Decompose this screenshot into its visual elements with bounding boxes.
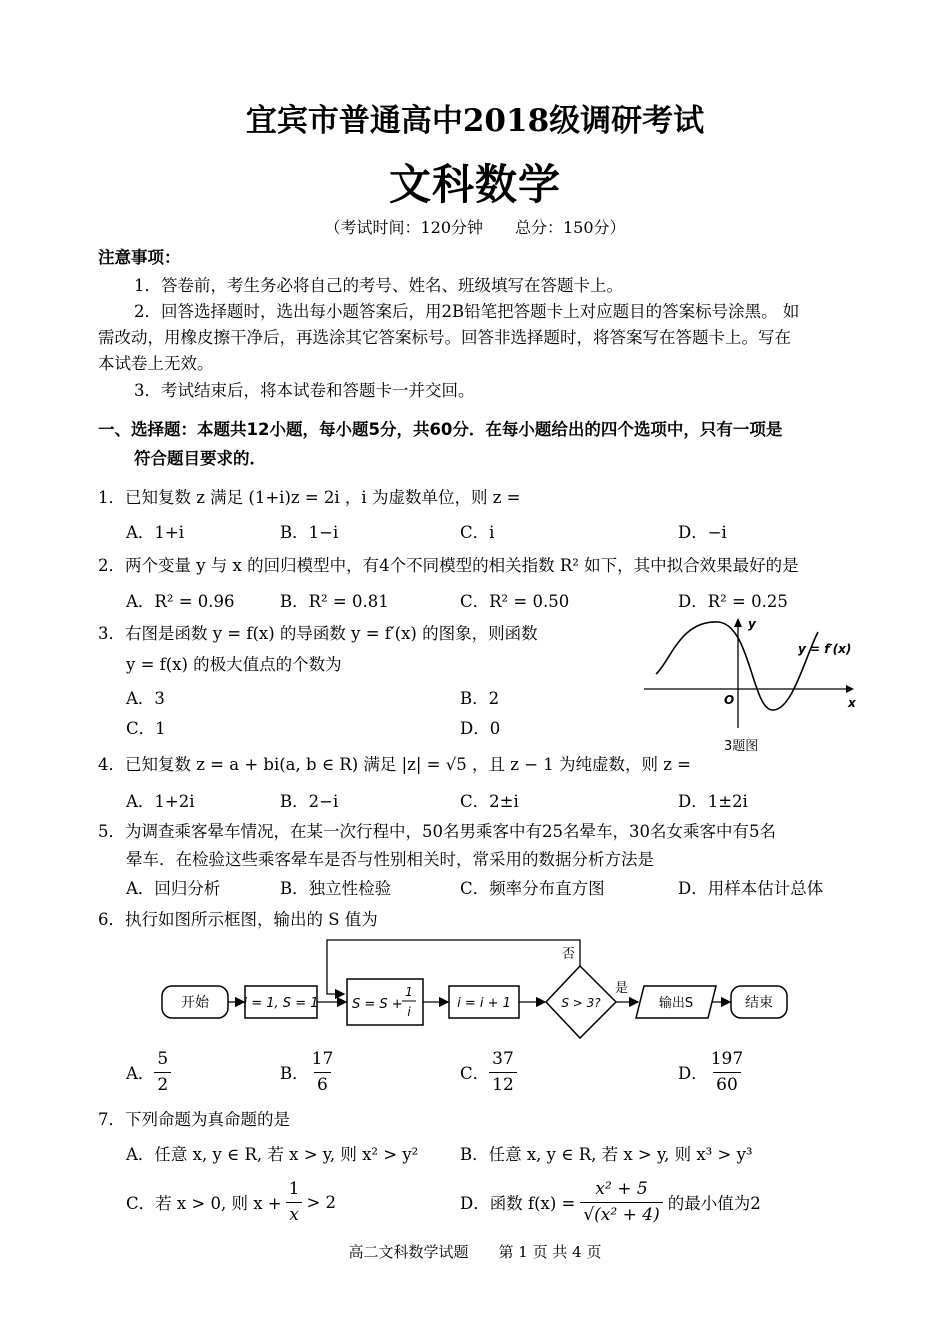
- derivative-graph-figure: [640, 612, 862, 760]
- q6-option-d: [678, 1046, 746, 1098]
- notes-heading: 注意事项：: [98, 248, 181, 267]
- q6-option-c-label: C．: [460, 1064, 490, 1083]
- note-item-1: 1．答卷前，考生务必将自己的考号、姓名、班级填写在答题卡上。: [134, 276, 623, 295]
- flow-no-label: 否: [562, 947, 576, 962]
- flow-update-s-label: S = S +: [352, 997, 403, 1012]
- subject-title: 文科数学: [388, 160, 561, 209]
- flow-update-s-denominator: i: [407, 1005, 411, 1019]
- q7-option-c-prefix: C．若 x > 0, 则 x +: [126, 1194, 282, 1213]
- flow-end-label: 结束: [745, 995, 773, 1011]
- note-item-2-line-3: 本试卷上无效。: [98, 354, 214, 373]
- question-7-stem: 7．下列命题为真命题的是: [98, 1110, 290, 1129]
- exam-title: 宜宾市普通高中2018级调研考试: [245, 103, 705, 139]
- section-heading-line-2: 符合题目要求的．: [134, 449, 266, 468]
- derivative-curve: [656, 622, 818, 710]
- q6-option-b-denominator: 6: [314, 1072, 331, 1095]
- q2-option-a: A．R² = 0.96: [126, 592, 235, 611]
- q6-option-a-denominator: 2: [154, 1072, 171, 1095]
- q4-option-c: C．2±i: [460, 792, 519, 811]
- q7-option-d-numerator: x² + 5: [595, 1179, 648, 1200]
- q7-option-a: A．任意 x, y ∈ R, 若 x > y, 则 x² > y²: [126, 1145, 419, 1164]
- q4-option-d: D．1±2i: [678, 792, 748, 811]
- q1-option-b: B．1−i: [280, 523, 339, 542]
- q3-option-d: D．0: [460, 719, 501, 738]
- q6-option-a: [126, 1046, 171, 1098]
- section-heading-line-1: 一、选择题：本题共12小题，每小题5分，共60分．在每小题给出的四个选项中，只有一项是: [98, 420, 783, 439]
- q7-option-c-numerator: 1: [288, 1179, 300, 1200]
- q1-option-a: A．1+i: [126, 523, 185, 542]
- q7-option-c-denominator: x: [286, 1202, 302, 1225]
- question-5-stem-line-1: 5．为调查乘客晕车情况，在某一次行程中，50名男乘客中有25名晕车，30名女乘客中有5名: [98, 822, 776, 841]
- flow-increment-label: i = i + 1: [457, 996, 511, 1011]
- q3-option-a: A．3: [126, 689, 165, 708]
- q5-option-b: B．独立性检验: [280, 879, 392, 898]
- flow-output-label: 输出S: [658, 996, 694, 1011]
- q2-option-b: B．R² = 0.81: [280, 592, 389, 611]
- note-item-2-line-1: 2．回答选择题时，选出每小题答案后，用2B铅笔把答题卡上对应题目的答案标号涂黑。 如: [134, 302, 800, 321]
- q3-option-c: C．1: [126, 719, 166, 738]
- x-axis-arrow: [846, 685, 854, 693]
- page-footer: 高二文科数学试题 第 1 页 共 4 页: [348, 1243, 602, 1261]
- q7-option-d-denominator: √(x² + 4): [580, 1202, 662, 1225]
- q6-option-b: [280, 1046, 336, 1098]
- flow-init-label: i = 1, S = 1: [243, 996, 319, 1011]
- q5-option-c: C．频率分布直方图: [460, 879, 605, 898]
- q1-option-c: C．i: [460, 523, 495, 542]
- origin-label: O: [724, 693, 735, 707]
- q7-option-c-suffix: > 2: [306, 1192, 337, 1212]
- q7-option-d: [460, 1176, 761, 1228]
- question-3-stem-line-1: 3．右图是函数 y = f(x) 的导函数 y = f′(x) 的图象，则函数: [98, 624, 538, 643]
- q5-option-a: A．回归分析: [126, 879, 221, 898]
- q6-option-d-label: D．: [678, 1064, 708, 1083]
- question-4-stem: 4．已知复数 z = a + bi(a, b ∈ R) 满足 |z| = √5 ，且 z − 1 为纯虚数，则 z =: [98, 755, 692, 774]
- q7-option-b: B．任意 x, y ∈ R, 若 x > y, 则 x³ > y³: [460, 1145, 753, 1164]
- q6-option-c-numerator: 37: [492, 1049, 514, 1070]
- q6-option-b-numerator: 17: [311, 1049, 334, 1070]
- q3-option-b: B．2: [460, 689, 500, 708]
- q5-option-d: D．用样本估计总体: [678, 879, 824, 898]
- y-axis-label: y: [748, 617, 756, 631]
- q6-option-d-numerator: 197: [710, 1049, 744, 1070]
- flowchart-figure: [150, 932, 800, 1042]
- curve-label: y = f′(x): [798, 642, 852, 656]
- q2-option-c: C．R² = 0.50: [460, 592, 570, 611]
- flow-start-label: 开始: [181, 995, 209, 1011]
- y-axis-arrow: [734, 618, 742, 627]
- q7-option-d-suffix: 的最小值为2: [667, 1194, 761, 1213]
- figure-caption: 3题图: [724, 739, 759, 754]
- question-5-stem-line-2: 晕车．在检验这些乘客晕车是否与性别相关时，常采用的数据分析方法是: [126, 850, 654, 869]
- q6-option-c: [460, 1046, 517, 1098]
- q6-option-a-label: A．: [126, 1064, 155, 1083]
- q4-option-a: A．1+2i: [126, 792, 195, 811]
- x-axis-label: x: [848, 696, 856, 710]
- flow-yes-label: 是: [615, 981, 629, 996]
- q1-option-d: D．−i: [678, 523, 727, 542]
- note-item-3: 3．考试结束后，将本试卷和答题卡一并交回。: [134, 381, 475, 400]
- note-item-2-line-2: 需改动，用橡皮擦干净后，再选涂其它答案标号。回答非选择题时，将答案写在答题卡上。写在: [98, 328, 791, 347]
- q6-option-a-numerator: 5: [157, 1049, 169, 1070]
- question-2-stem: 2．两个变量 y 与 x 的回归模型中，有4个不同模型的相关指数 R² 如下，其中拟合效果最好的是: [98, 556, 799, 575]
- flow-update-s-numerator: 1: [405, 985, 413, 999]
- flow-condition-label: S > 3?: [561, 996, 601, 1010]
- q6-option-b-label: B．: [280, 1064, 309, 1083]
- q7-option-c: [126, 1176, 336, 1228]
- exam-info: （考试时间：120分钟 总分：150分）: [324, 218, 626, 237]
- question-6-stem: 6．执行如图所示框图，输出的 S 值为: [98, 910, 378, 929]
- q7-option-d-prefix: D．函数 f(x) =: [460, 1194, 576, 1213]
- question-3-stem-line-2: y = f(x) 的极大值点的个数为: [126, 655, 342, 674]
- question-1-stem: 1．已知复数 z 满足 (1+i)z = 2i ，i 为虚数单位，则 z =: [98, 488, 521, 507]
- q6-option-d-denominator: 60: [713, 1072, 741, 1095]
- q2-option-d: D．R² = 0.25: [678, 592, 788, 611]
- q4-option-b: B．2−i: [280, 792, 339, 811]
- q6-option-c-denominator: 12: [489, 1072, 517, 1095]
